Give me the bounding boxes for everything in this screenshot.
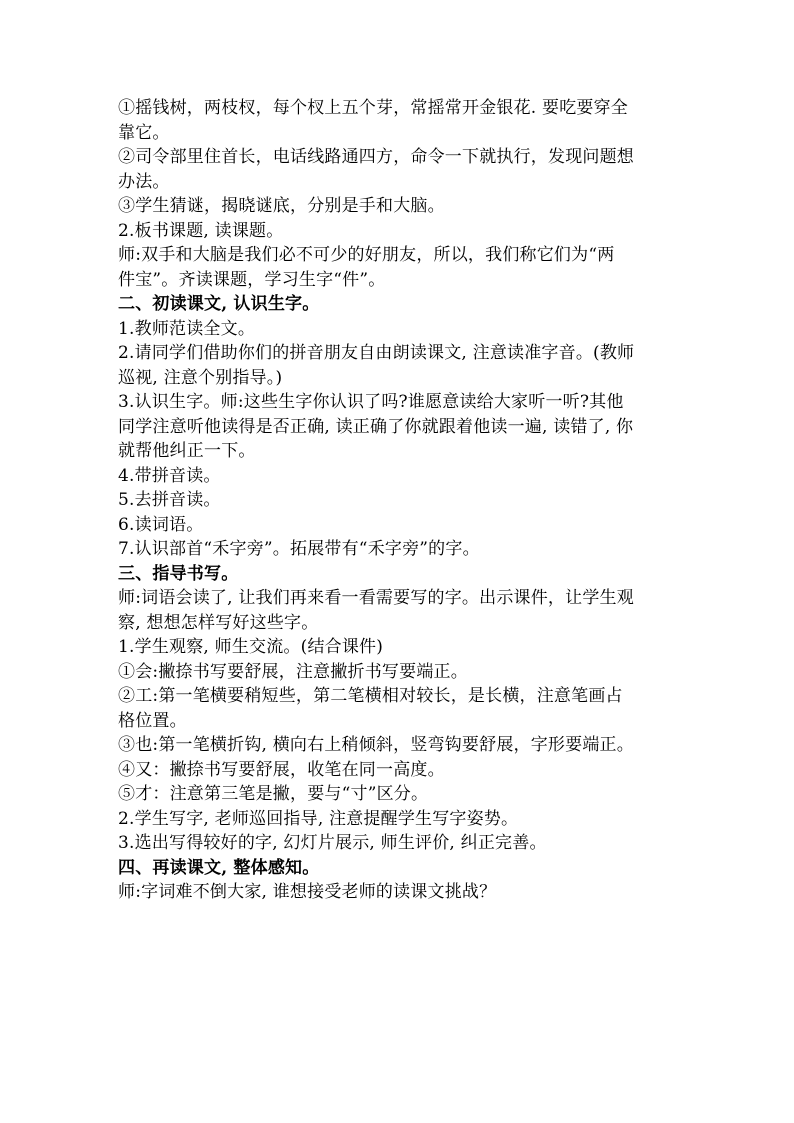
paragraph-line: 1.教师范读全文。 — [118, 318, 256, 339]
paragraph-line: ①会:撇捺书写要舒展，注意撇折书写要端正。 — [118, 661, 468, 682]
paragraph-line: 靠它。 — [118, 122, 170, 143]
paragraph-line: 4.带拼音读。 — [118, 465, 221, 486]
paragraph-line: ④又：撇捺书写要舒展，收笔在同一高度。 — [118, 759, 445, 780]
paragraph-line: 3.选出写得较好的字, 幻灯片展示, 师生评价, 纠正完善。 — [118, 833, 547, 853]
paragraph-line: 察, 想想怎样写好这些字。 — [118, 612, 319, 633]
paragraph-line: ③也:第一笔横折钩, 横向右上稍倾斜，竖弯钩要舒展，字形要端正。 — [118, 735, 634, 755]
paragraph-line: ①摇钱树，两枝杈，每个杈上五个芽，常摇常开金银花. 要吃要穿全 — [118, 98, 629, 118]
paragraph-line: 1.学生观察, 师生交流。(结合课件) — [118, 637, 384, 657]
paragraph-line: 2.学生写字, 老师巡回指导, 注意提醒学生写字姿势。 — [118, 808, 519, 829]
paragraph-line: 6.读词语。 — [118, 514, 204, 535]
paragraph-line: ⑤才：注意第三笔是撇，要与“寸”区分。 — [118, 784, 429, 804]
paragraph-line: ②司令部里住首长，电话线路通四方，命令一下就执行，发现问题想 — [118, 147, 634, 167]
paragraph-line: 件宝”。齐读课题，学习生字“件”。 — [118, 269, 386, 290]
section-heading: 二、初读课文, 认识生字。 — [118, 294, 320, 314]
paragraph-line: 7.认识部首“禾字旁”。拓展带有“禾字旁”的字。 — [118, 539, 480, 559]
paragraph-line: 巡视, 注意个别指导。) — [118, 367, 283, 388]
paragraph-line: 办法。 — [118, 171, 170, 192]
section-heading: 四、再读课文, 整体感知。 — [118, 857, 320, 878]
paragraph-line: 师:双手和大脑是我们必不可少的好朋友，所以，我们称它们为“两 — [118, 245, 615, 265]
section-heading: 三、指导书写。 — [118, 563, 239, 584]
paragraph-line: ②工:第一笔横要稍短些，第二笔横相对较长，是长横，注意笔画占 — [118, 686, 623, 706]
paragraph-line: 就帮他纠正一下。 — [118, 441, 256, 461]
paragraph-line: 5.去拼音读。 — [118, 490, 221, 510]
paragraph-line: 师:字词难不倒大家, 谁想接受老师的读课文挑战？ — [118, 882, 497, 902]
paragraph-line: 同学注意听他读得是否正确, 读正确了你就跟着他读一遍, 读错了, 你 — [118, 416, 634, 437]
paragraph-line: 格位置。 — [118, 710, 187, 731]
document-body — [118, 96, 678, 905]
paragraph-line: 师:词语会读了, 让我们再来看一看需要写的字。出示课件，让学生观 — [118, 588, 634, 608]
paragraph-line: 3.认识生字。师:这些生字你认识了吗?谁愿意读给大家听一听?其他 — [118, 392, 624, 412]
paragraph-line: ③学生猜谜，揭晓谜底，分别是手和大脑。 — [118, 196, 445, 216]
paragraph-line: 2.板书课题, 读课题。 — [118, 220, 284, 241]
paragraph-line: 2.请同学们借助你们的拼音朋友自由朗读课文, 注意读准字音。(教师 — [118, 343, 635, 363]
